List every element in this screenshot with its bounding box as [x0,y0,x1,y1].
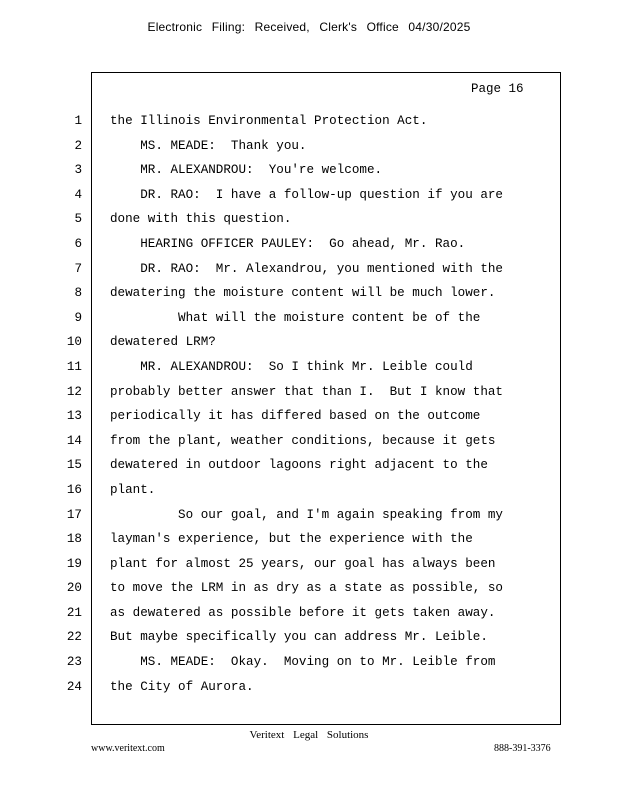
transcript-line [0,429,618,454]
line-number: 12 [66,384,82,399]
line-number: 23 [66,655,82,670]
line-text: probably better answer that than I. But I know that [110,384,503,399]
line-number: 6 [74,236,82,251]
line-number: 9 [74,310,82,325]
transcript-line [0,109,618,134]
line-text: dewatered LRM? [110,335,216,350]
transcript-line [0,478,618,503]
line-text: plant. [110,482,156,497]
transcript-line [0,134,618,159]
line-number: 24 [66,679,82,694]
line-number: 20 [66,581,82,596]
line-text: periodically it has differed based on the outcome [110,409,481,424]
transcript-line [0,330,618,355]
line-text: MR. ALEXANDROU: So I think Mr. Leible could [110,359,473,374]
line-number: 22 [66,630,82,645]
transcript-line [0,380,618,405]
line-number: 21 [66,605,82,620]
footer-company-name: Veritext Legal Solutions [249,729,369,741]
line-text: dewatered in outdoor lagoons right adjacent to the [110,458,488,473]
line-text: So our goal, and I'm again speaking from my [110,507,503,522]
transcript-line [0,576,618,601]
page-number: Page 16 [471,82,524,96]
line-text: done with this question. [110,212,292,227]
line-text: dewatering the moisture content will be much lower. [110,286,496,301]
line-number: 2 [74,138,82,153]
line-number: 15 [66,458,82,473]
footer-phone: 888-391-3376 [494,743,551,754]
line-text: the Illinois Environmental Protection Act. [110,114,428,128]
line-text: MS. MEADE: Okay. Moving on to Mr. Leible from [110,655,496,670]
transcript-line [0,257,618,282]
transcript-line [0,306,618,331]
line-number: 4 [74,187,82,202]
transcript-line [0,453,618,478]
line-number: 13 [66,409,82,424]
line-number: 5 [74,212,82,227]
line-number: 11 [66,359,82,374]
transcript-line [0,527,618,552]
line-text: But maybe specifically you can address Mr. Leible. [110,630,488,645]
line-text: DR. RAO: I have a follow-up question if you are [110,187,503,202]
line-text: plant for almost 25 years, our goal has always been [110,556,496,571]
line-number: 8 [74,286,82,301]
line-number: 14 [66,433,82,448]
transcript-body [0,109,618,699]
line-number: 18 [66,532,82,547]
line-number: 17 [66,507,82,522]
line-text: What will the moisture content be of the [110,310,481,325]
line-text: MS. MEADE: Thank you. [110,138,307,153]
line-text: the City of Aurora. [110,679,254,694]
line-text: layman's experience, but the experience with the [110,532,473,547]
transcript-line [0,281,618,306]
transcript-line [0,404,618,429]
transcript-line [0,503,618,528]
transcript-line [0,675,618,700]
line-number: 7 [74,261,82,276]
line-number: 19 [66,556,82,571]
transcript-line [0,601,618,626]
transcript-line [0,158,618,183]
transcript-line [0,183,618,208]
filing-stamp-header: Electronic Filing: Received, Clerk's Office 04/30/2025 [147,20,471,34]
footer-website: www.veritext.com [91,743,165,754]
line-text: as dewatered as possible before it gets taken away. [110,605,496,620]
line-text: HEARING OFFICER PAULEY: Go ahead, Mr. Rao. [110,236,466,251]
transcript-line [0,552,618,577]
transcript-line [0,355,618,380]
line-number: 16 [66,482,82,497]
transcript-line [0,207,618,232]
line-text: from the plant, weather conditions, because it gets [110,433,496,448]
line-number: 10 [66,335,82,350]
line-number: 1 [74,114,82,128]
transcript-line [0,625,618,650]
line-text: MR. ALEXANDROU: You're welcome. [110,163,383,178]
line-number: 3 [74,163,82,178]
line-text: to move the LRM in as dry as a state as possible, so [110,581,503,596]
transcript-line [0,232,618,257]
line-text: DR. RAO: Mr. Alexandrou, you mentioned with the [110,261,503,276]
transcript-line [0,650,618,675]
